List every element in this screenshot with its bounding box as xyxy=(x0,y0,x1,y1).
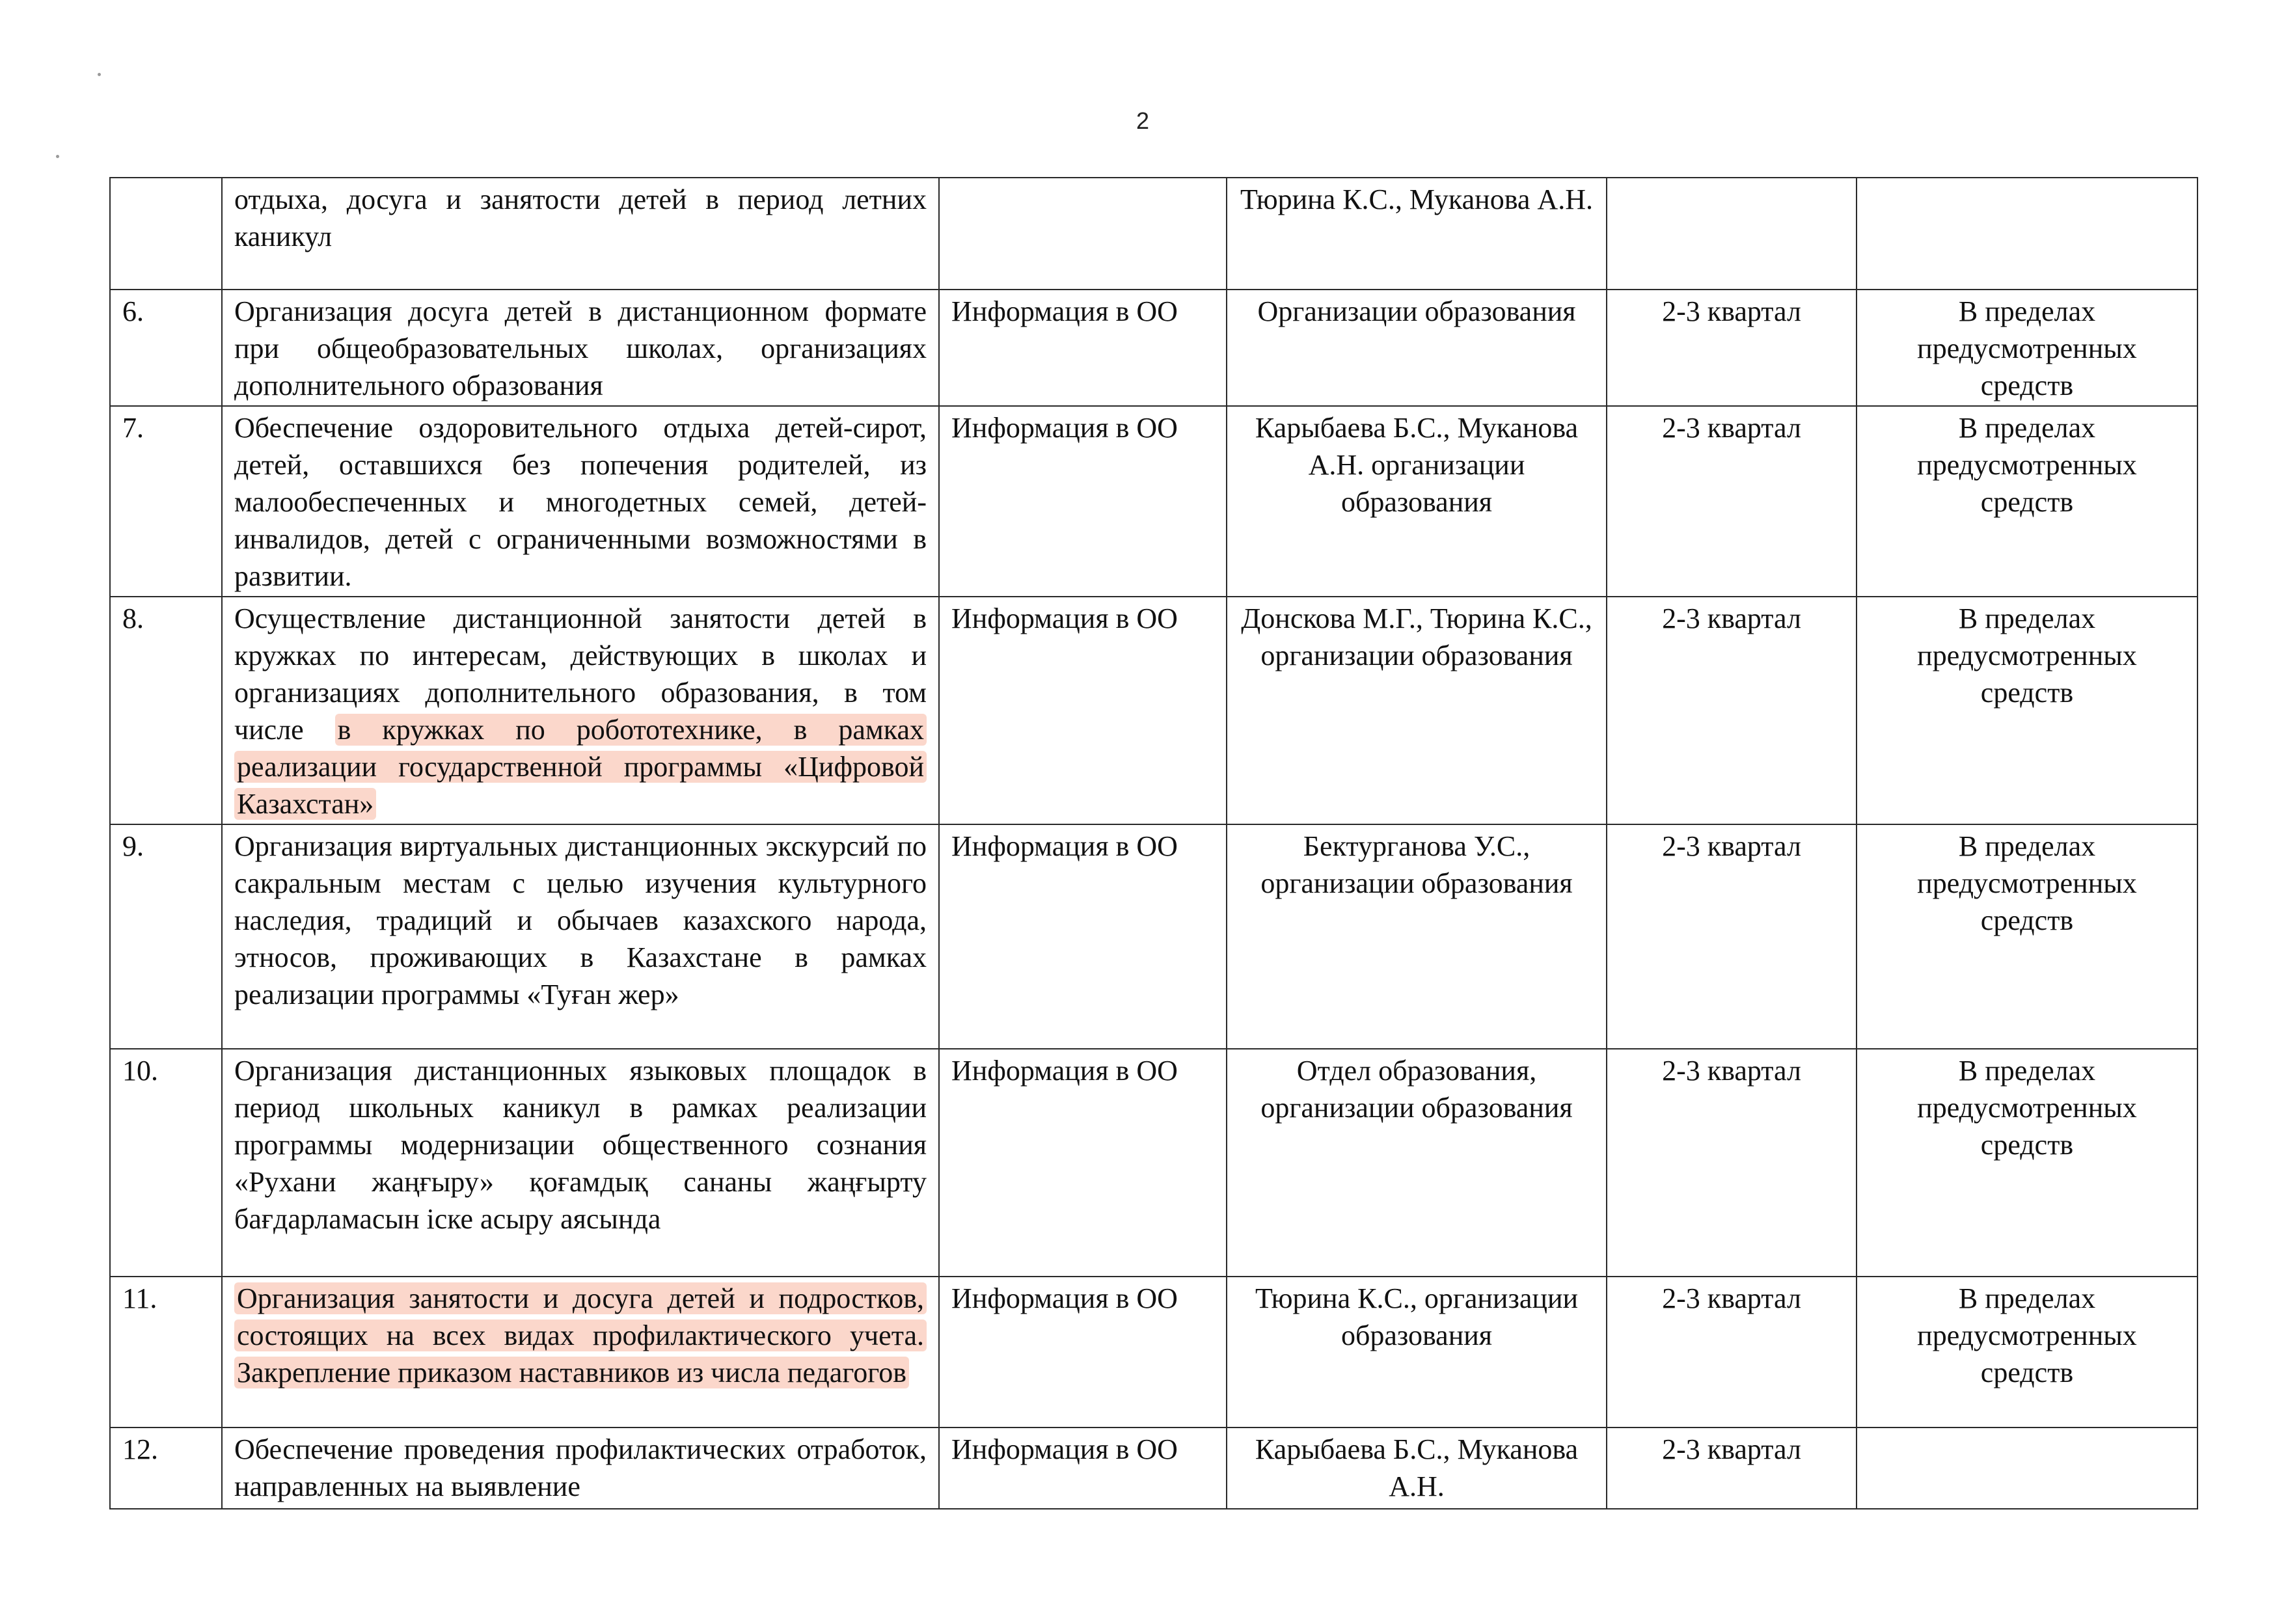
report-form-cell: Информация в ОО xyxy=(939,824,1227,1049)
event-cell: Обеспечение проведения профилактических отработок, направленных на выявление xyxy=(222,1428,939,1509)
term-cell: 2-3 квартал xyxy=(1607,597,1857,824)
responsible-cell: Тюрина К.С., Муканова А.Н. xyxy=(1227,178,1607,290)
term-cell: 2-3 квартал xyxy=(1607,290,1857,406)
table-row xyxy=(110,1277,2198,1428)
action-plan-table xyxy=(109,177,2198,1509)
term-cell: 2-3 квартал xyxy=(1607,406,1857,597)
report-form-cell: Информация в ОО xyxy=(939,290,1227,406)
row-number-cell: 9. xyxy=(110,824,222,1049)
financing-cell: В пределах предусмотренных средств xyxy=(1857,824,2198,1049)
report-form-cell: Информация в ОО xyxy=(939,406,1227,597)
row-number-cell: 7. xyxy=(110,406,222,597)
term-cell xyxy=(1607,178,1857,290)
highlighted-text: в кружках по робототехнике, в рамках реализации государственной программы «Цифровой Казахстан» xyxy=(234,714,927,820)
row-number-cell: 10. xyxy=(110,1049,222,1277)
table-row xyxy=(110,178,2198,290)
event-cell: отдыха, досуга и занятости детей в период летних каникул xyxy=(222,178,939,290)
term-cell: 2-3 квартал xyxy=(1607,824,1857,1049)
responsible-cell: Тюрина К.С., организации образования xyxy=(1227,1277,1607,1428)
table-row xyxy=(110,1428,2198,1509)
highlighted-text: Организация занятости и досуга детей и подростков, состоящих на всех видах профилактического учета. Закрепление приказом наставников из числа педагогов xyxy=(234,1282,927,1388)
report-form-cell: Информация в ОО xyxy=(939,1049,1227,1277)
financing-cell: В пределах предусмотренных средств xyxy=(1857,290,2198,406)
row-number-cell: 12. xyxy=(110,1428,222,1509)
report-form-cell: Информация в ОО xyxy=(939,1428,1227,1509)
financing-cell: В пределах предусмотренных средств xyxy=(1857,1277,2198,1428)
table-row xyxy=(110,597,2198,824)
term-cell: 2-3 квартал xyxy=(1607,1277,1857,1428)
event-text: Осуществление дистанционной занятости детей в кружках по интересам, действующих в школах и организациях дополнительного образования, в том числе xyxy=(234,602,927,746)
responsible-cell: Отдел образования, организации образования xyxy=(1227,1049,1607,1277)
row-number-cell: 8. xyxy=(110,597,222,824)
event-cell xyxy=(222,1277,939,1428)
term-cell: 2-3 квартал xyxy=(1607,1049,1857,1277)
event-cell: Организация досуга детей в дистанционном формате при общеобразовательных школах, организациях дополнительного образования xyxy=(222,290,939,406)
financing-cell: В пределах предусмотренных средств xyxy=(1857,1049,2198,1277)
event-cell: Обеспечение оздоровительного отдыха детей-сирот, детей, оставшихся без попечения родителей, из малообеспеченных и многодетных семей, детей-инвалидов, детей с ограниченными возможностями в развитии. xyxy=(222,406,939,597)
responsible-cell: Карыбаева Б.С., Муканова А.Н. xyxy=(1227,1428,1607,1509)
responsible-cell: Бектурганова У.С., организации образования xyxy=(1227,824,1607,1049)
row-number-cell: 6. xyxy=(110,290,222,406)
financing-cell xyxy=(1857,1428,2198,1509)
event-cell xyxy=(222,597,939,824)
page-number: 2 xyxy=(1136,107,1150,134)
financing-cell: В пределах предусмотренных средств xyxy=(1857,406,2198,597)
financing-cell: В пределах предусмотренных средств xyxy=(1857,597,2198,824)
row-number-cell xyxy=(110,178,222,290)
term-cell: 2-3 квартал xyxy=(1607,1428,1857,1509)
report-form-cell xyxy=(939,178,1227,290)
report-form-cell: Информация в ОО xyxy=(939,597,1227,824)
event-cell: Организация виртуальных дистанционных экскурсий по сакральным местам с целью изучения культурного наследия, традиций и обычаев казахского народа, этносов, проживающих в Казахстане в рамках реализации программы «Туған жер» xyxy=(222,824,939,1049)
table-row xyxy=(110,1049,2198,1277)
row-number-cell: 11. xyxy=(110,1277,222,1428)
responsible-cell: Организации образования xyxy=(1227,290,1607,406)
table-row xyxy=(110,406,2198,597)
responsible-cell: Донскова М.Г., Тюрина К.С., организации образования xyxy=(1227,597,1607,824)
financing-cell xyxy=(1857,178,2198,290)
report-form-cell: Информация в ОО xyxy=(939,1277,1227,1428)
responsible-cell: Карыбаева Б.С., Муканова А.Н. организации образования xyxy=(1227,406,1607,597)
table-row xyxy=(110,290,2198,406)
table-row xyxy=(110,824,2198,1049)
event-cell: Организация дистанционных языковых площадок в период школьных каникул в рамках реализации программы модернизации общественного сознания «Рухани жаңғыру» қоғамдық сананы жаңғырту бағдарламасын іске асыру аясында xyxy=(222,1049,939,1277)
